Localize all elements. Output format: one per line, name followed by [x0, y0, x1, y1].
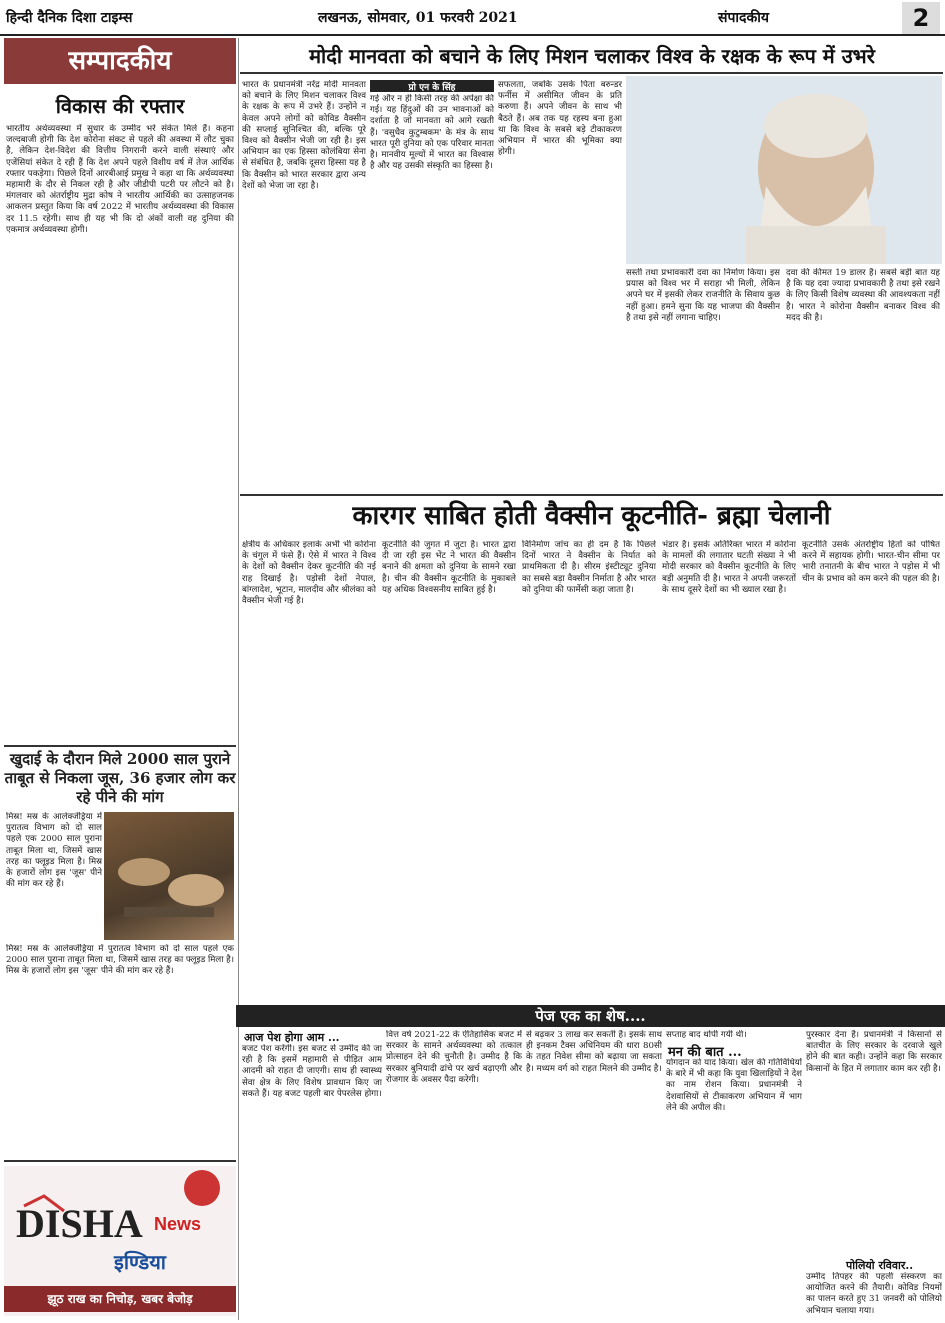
khudai-body: मिस्र! मस्र के आलेक्जेंड्रिया में पुरातत्व विभाग को दो साल पहले एक 2000 साल पुराना ताबूत मिला था, जिसमें खास तरह का फ्लूइड मिला है। मिस्र के हजारों लोग इस 'जूस' पीने की मांग कर रहे हैं। — [6, 944, 234, 977]
second-col-2: कूटनीति की जुगत में जुटा है। भारत द्वारा दी जा रही इस भेंट ने भारत की वैक्सीन बनाने की क्षमता को दुनिया के सामने रखा है। चीन की वैक्सीन कूटनीति के मुकाबले यह अधिक विश्वसनीय साबित हुई है। — [382, 540, 516, 595]
disha-wordmark: DISHA — [16, 1201, 143, 1246]
paper-name: हिन्दी दैनिक दिशा टाइम्स — [6, 10, 133, 26]
lead-col-5: दवा की कीमत 19 डालर है। सबसे बड़ी बात यह है कि यह दवा ज्यादा प्रभावकारी है तथा इसे रखने के लिए किसी विशेष व्यवस्था की आवश्यकता नहीं है। भारत ने कोरोना वैक्सीन बनाकर विश्व की मदद की है। — [786, 268, 940, 323]
pej-col-1: बजट पेश करेंगी। इस बजट से उम्मीद की जा रही है कि इसमें महामारी से पीड़ित आम आदमी को राहत दी जाएगी। साथ ही स्वास्थ्य सेवा क्षेत्र के लिए विशेष प्रावधान किए जा सकते हैं। यह बजट पहली बार पेपरलेस होगा। — [242, 1044, 382, 1099]
editorial-headline: विकास की रफ्तार — [55, 94, 185, 118]
dateline: लखनऊ, सोमवार, 01 फरवरी 2021 — [318, 10, 518, 26]
pej-banner: पेज एक का शेष.... — [236, 1005, 945, 1027]
modi-photo — [626, 76, 942, 264]
second-col-5: कूटनीति उसके अंतर्राष्ट्रीय हितों को पोषित करने में सहायक होगी। भारत-चीन सीमा पर भारी तनातनी के बीच भारत ने पड़ोस में भी चीन के प्रभाव को कम करने की पहल की है। — [802, 540, 940, 584]
disha-news: News — [154, 1214, 202, 1234]
modi-photo-art — [626, 76, 942, 264]
lead-col-2: गई और न ही किसी तरह की अपेक्षा की गई। यह हिंदुओं की उन भावनाओं को दर्शाता है जो मानवता को आगे रखती हैं। 'वसुधैव कुटुम्बकम' के मंत्र के साथ भारत पूरी दुनिया को एक परिवार मानता है। मानवीय मूल्यों में भारत का विश्वास है और यह उसकी संस्कृति का हिस्सा है। — [370, 94, 494, 172]
pej-line: सप्ताह बाद थोपी गयी थी। — [666, 1030, 747, 1040]
pej-col-6: उम्मीद तिपहर की पहली संस्करण का आयोजित करने की तैयारी। कोविड नियमों का पालन करते हुए 31 जनवरी को पोलियो अभियान चलाया गया। — [806, 1272, 942, 1316]
lead-byline: प्रो एन के सिंह — [370, 80, 494, 92]
lead-col-3: सफलता, जबकि उसके पिता बरुन्डर फर्नीस में असीमित जीवन के प्रति करुणा हैं। अपने जीवन के साथ भी बैठते हैं। अब तक यह रहस्य बना हुआ था कि विश्व के सबसे बड़े टीकाकरण अभियान में भारत की भूमिका क्या होगी। — [498, 80, 622, 158]
coffin-photo — [104, 812, 234, 940]
editorial-rule — [4, 745, 236, 747]
lead-rule — [240, 72, 943, 74]
section-label: संपादकीय — [718, 10, 769, 26]
second-headline: कारगर साबित होती वैक्सीन कूटनीति- ब्रह्मा चेलानी — [352, 501, 831, 531]
pej-col-5: पुरस्कार देना है। प्रधानमंत्री ने किसानों से बातचीत के लिए सरकार के दरवाजे खुले होने की बात कही। उन्होंने कहा कि सरकार किसानों के हित में लगातार काम कर रही है। — [806, 1030, 942, 1074]
lead-headline: मोदी मानवता को बचाने के लिए मिशन चलाकर विश्व के रक्षक के रूप में उभरे — [309, 44, 875, 68]
second-col-1: क्षेत्रीय के अधिकार इलाके अभी भी कोरोना के चंगुल में फंसे हैं। ऐसे में भारत ने विश्व के देशों को वैक्सीन देकर कूटनीति की नई राह दिखाई है। पड़ोसी देशों नेपाल, बांग्लादेश, भूटान, मालदीव और श्रीलंका को वैक्सीन भेजी गई है। — [242, 540, 376, 607]
disha-india: इण्डिया — [114, 1250, 166, 1274]
editorial-banner: सम्पादकीय — [4, 38, 236, 84]
khudai-intro: मिस्र! मस्र के आलेक्जेंड्रिया में पुरातत्व विभाग को दो साल पहले एक 2000 साल पुराना ताबूत मिला था, जिसमें खास तरह का फ्लूइड मिला है। मिस्र के हजारों लोग इस 'जूस' पीने की मांग कर रहे हैं। — [6, 812, 102, 890]
coffin-photo-art — [104, 812, 234, 940]
pej-col-2: वित्त वर्ष 2021-22 के ऐतिहासिक बजट में सरकार के सामने अर्थव्यवस्था को तत्काल प्रोत्साहन देने की चुनौती है। उम्मीद है कि सरकार बुनियादी ढांचे पर खर्च बढ़ाएगी और रोजगार के अवसर पैदा करेगी। — [386, 1030, 522, 1085]
mann-headline: मन की बात ... — [668, 1045, 742, 1060]
polio-headline: पोलियो रविवार.. — [846, 1259, 914, 1272]
lead-col-4: सस्ती तथा प्रभावकारी दवा का निर्माण किया। इस प्रयास को विश्व भर में सराहा भी मिली, लेकिन अपने घर में इसकी लेकर राजनीति के सिवाय कुछ नहीं हुआ। हमने सुना कि यह भाजपा की वैक्सीन है तथा इसे नहीं लगाना चाहिए। — [626, 268, 780, 323]
second-col-4: भंडार है। इसके अतिरिक्त भारत में कोरोना के मामलों की लगातार घटती संख्या ने भी मोदी सरकार को वैक्सीन कूटनीति के लिए बड़ी अनुमति दी है। भारत ने अपनी जरूरतों के साथ दूसरे देशों का भी ख्याल रखा है। — [662, 540, 796, 595]
pej-col-3: से बढ़कर 3 लाख कर सकती है। इसके साथ ही इनकम टैक्स अधिनियम की धारा 80सी के तहत निवेश सीमा को बढ़ाया जा सकता है। मध्यम वर्ग को राहत मिलने की उम्मीद है। — [526, 1030, 662, 1074]
second-col-3: विनिर्माण जांच का ही दम है कि पिछले दिनों भारत ने वैक्सीन के निर्यात को प्राथमिकता दी है। सीरम इंस्टीट्यूट दुनिया का सबसे बड़ा वैक्सीन निर्माता है और भारत को दुनिया की फार्मेसी कहा जाता है। — [522, 540, 656, 595]
column-divider — [238, 38, 239, 1320]
pej-col-4: योगदान को याद किया। खेल की गतिविधियों के बारे में भी कहा कि युवा खिलाड़ियों ने देश का नाम रोशन किया। प्रधानमंत्री ने देशवासियों से टीकाकरण अभियान में भाग लेने की अपील की। — [666, 1058, 802, 1113]
lead-col-1: भारत के प्रधानमंत्री नरेंद्र मोदी मानवता को बचाने के लिए मिशन चलाकर विश्व के रक्षक के रूप में उभरे हैं। उन्होंने न केवल अपने लोगों को कोविड वैक्सीन की सप्लाई सुनिश्चित की, बल्कि पूरे विश्व को वैक्सीन भेजी जा रही है। इस अभियान का एक हिस्सा कोलंबिया सेना से संबंधित है, जबकि दूसरा हिस्सा यह है कि वैक्सीन को भारत सरकार द्वारा अन्य देशों को भेजा जा रहा है। — [242, 80, 366, 191]
masthead-bar — [0, 0, 945, 36]
disha-logo — [4, 1160, 236, 1320]
page-number: 2 — [902, 2, 940, 34]
khudai-headline: खुदाई के दौरान मिले 2000 साल पुराने ताबूत से निकला जूस, 36 हजार लोग कर रहे पीने की मांग — [4, 750, 236, 806]
second-rule-top — [240, 494, 943, 496]
editorial-body: भारतीय अर्थव्यवस्था में सुधार के उम्मीद भरे संकेत मिले हैं। कहना जल्दबाजी होगी कि देश कोरोना संकट से पहले की अवस्था में लौट चुका है, लेकिन देश-विदेश की वित्तीय निगरानी करने वाली संस्थाएं और एजेंसियां संकेत दे रही हैं कि देश अपने पहले विशीय वर्ष में तेज आर्थिक रफ्तार पकड़ेगा। पिछले दिनों आरबीआई प्रमुख ने कहा था कि अर्थव्यवस्था महामारी के दौर से निकल रही है और जीडीपी पटरी पर लौटने को है। मंगलवार को अंतर्राष्ट्रीय मुद्रा कोष ने भारतीय आर्थिकी का उत्साहजनक आकलन प्रस्तुत किया कि वर्ष 2022 में भारतीय अर्थव्यवस्था की विकास दर 11.5 रहेगी। साथ ही यह भी कि दो अंकों वाली वह दुनिया की एकमात्र अर्थव्यवस्था होगी। — [6, 124, 234, 235]
disha-tagline: झूठ राख का निचोड़, खबर बेजोड़ — [4, 1286, 236, 1312]
aaj-headline: आज पेश होगा आम ... — [244, 1031, 340, 1044]
